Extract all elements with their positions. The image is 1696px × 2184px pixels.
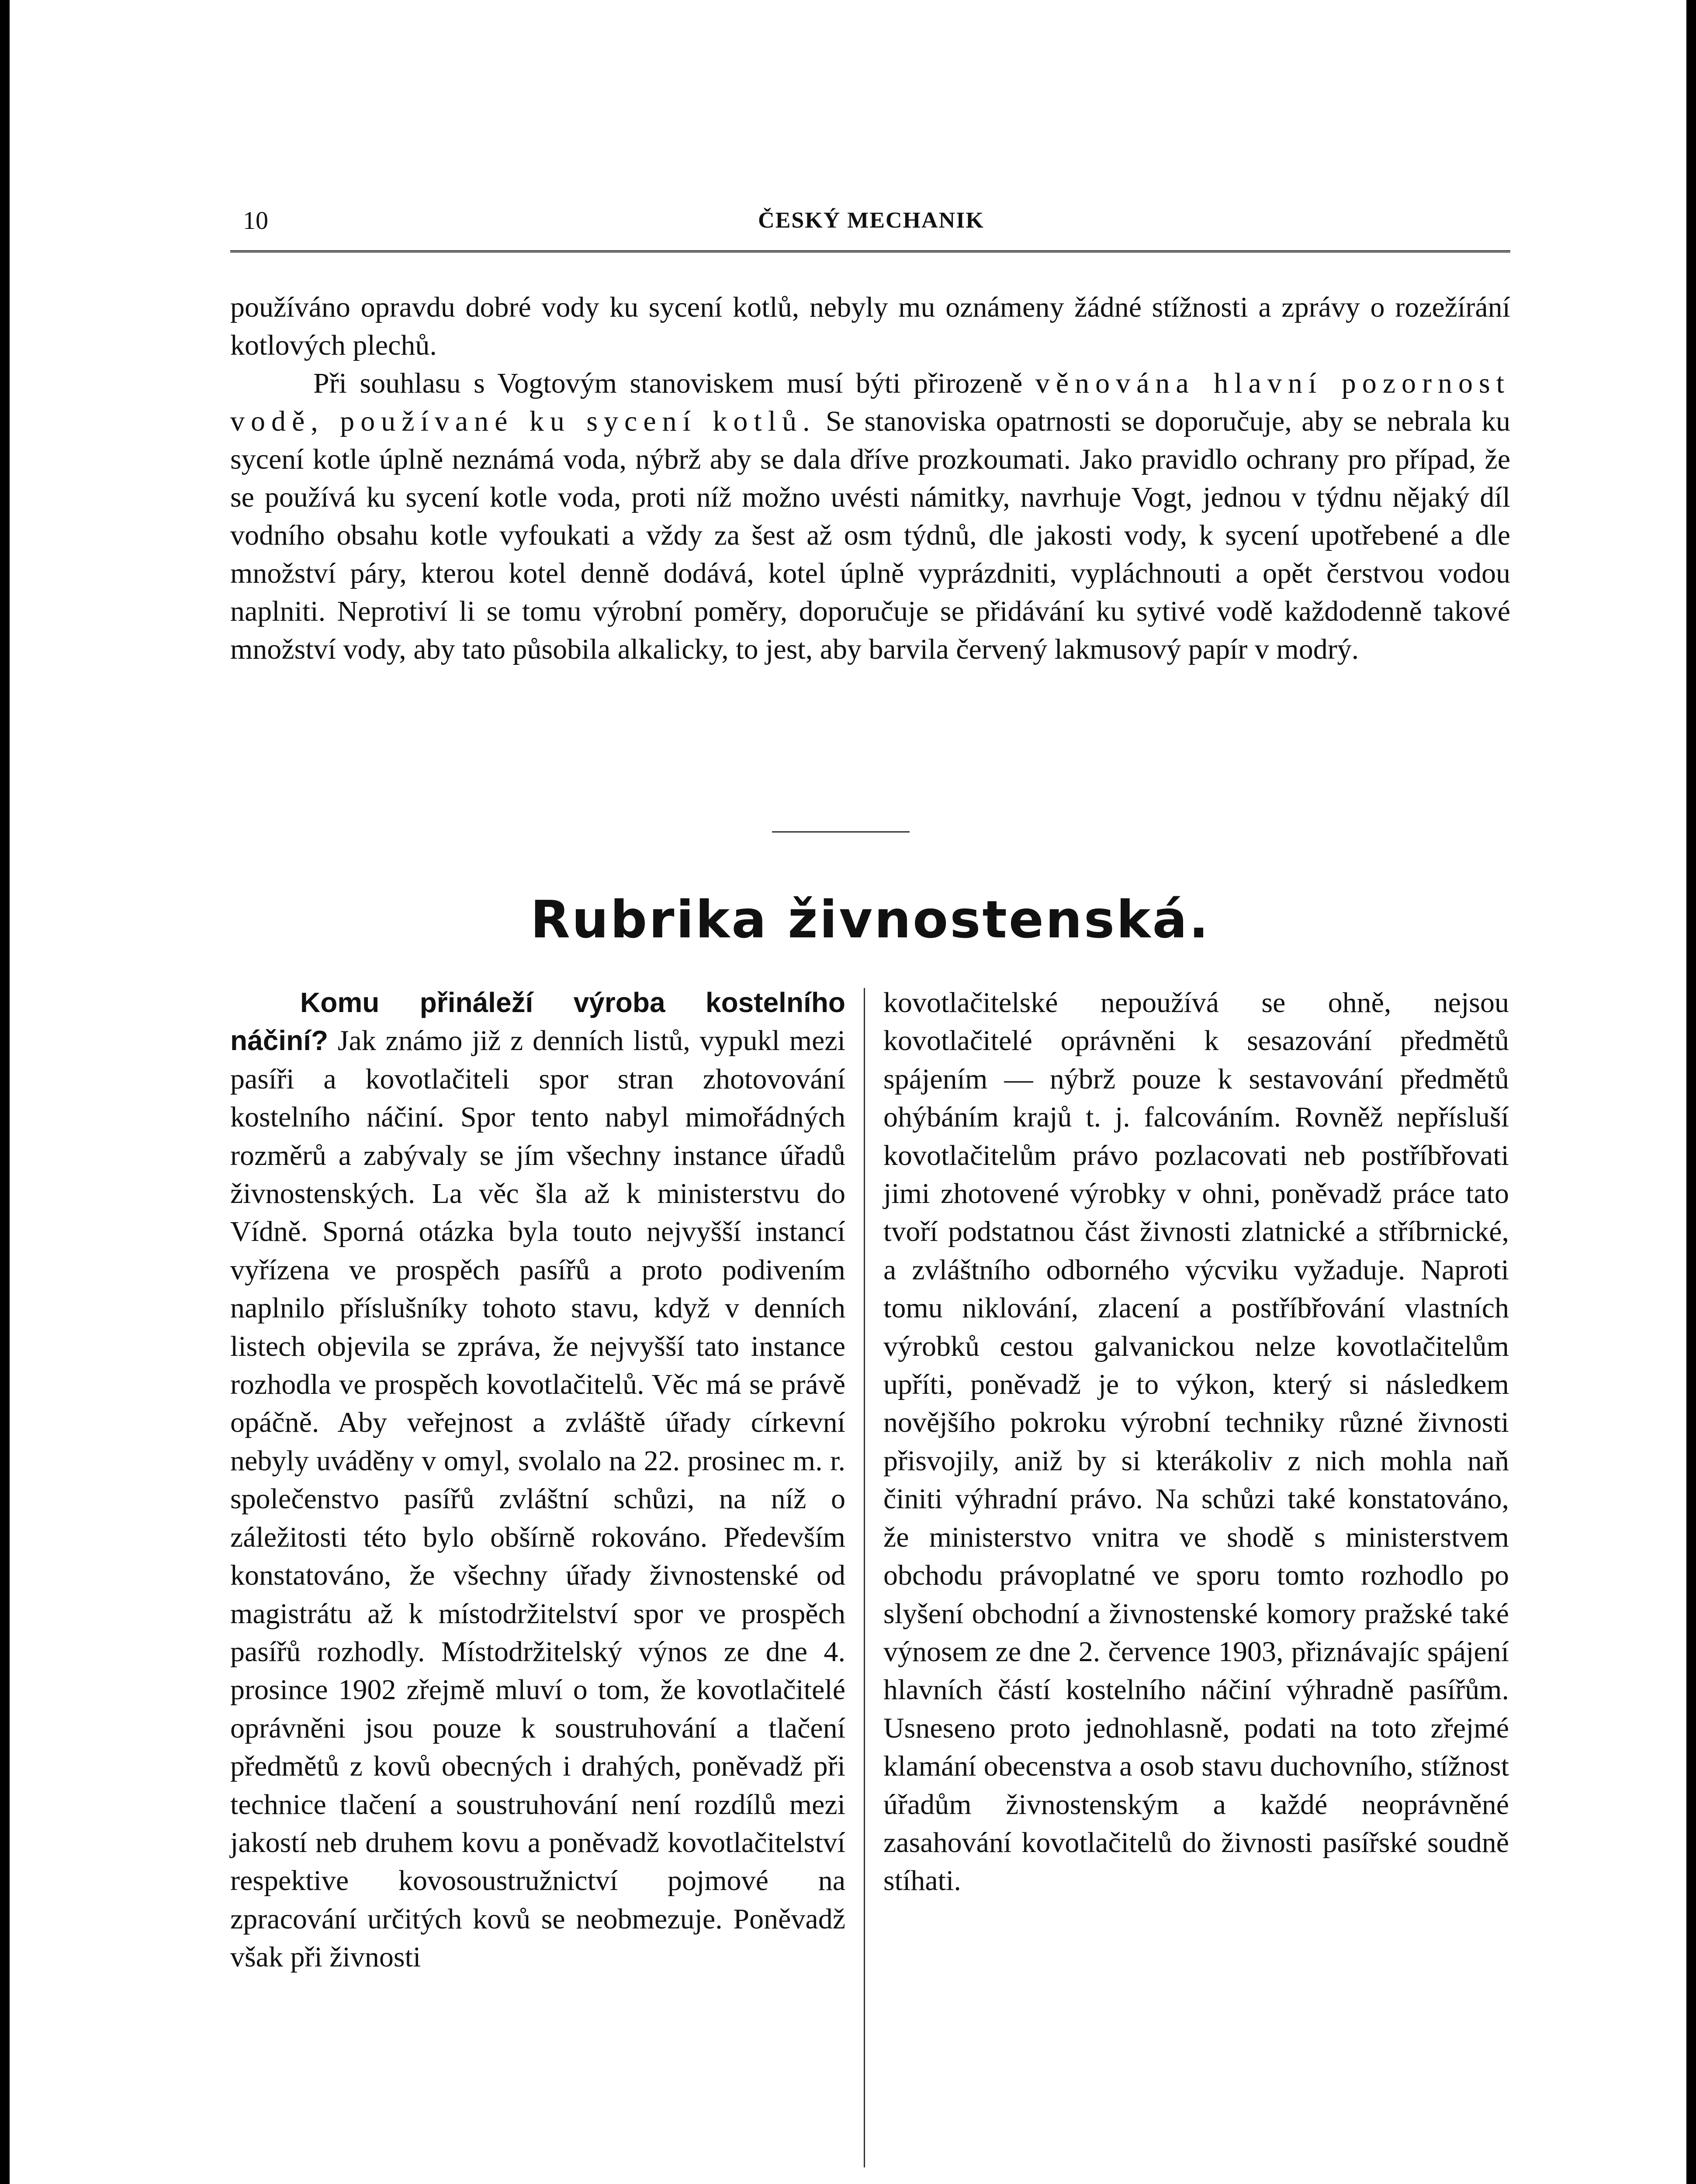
column-divider	[864, 988, 865, 2167]
intro-paragraph-2-lead: Při souhlasu s Vogtovým stanoviskem musí býti přirozeně	[313, 367, 1023, 399]
section-title: Rubrika živnostenská.	[530, 889, 1211, 950]
intro-text	[230, 288, 1510, 668]
section-divider	[772, 831, 910, 833]
document-page	[10, 0, 1686, 2184]
article-body-left: Jak známo již z denních listů, vypukl mezi pasíři a kovotlačiteli spor stran zhotovování kostelního náčiní. Spor tento nabyl mimořádných rozměrů a zabývaly se jím všechny instance úřadů živnostenských. La věc šla až k ministerstvu do Vídně. Sporná otázka byla touto nejvyšší instancí vyřízena ve prospěch pasířů a proto podivením naplnilo příslušníky tohoto stavu, když v denních listech objevila se zpráva, že nejvyšší tato instance rozhodla ve prospěch kovotlačitelů. Věc má se právě opáčně. Aby veřejnost a zvláště úřady církevní nebyly uváděny v omyl, svolalo na 22. prosinec m. r. společenstvo pasířů zvláštní schůzi, na níž o záležitosti této bylo obšírně rokováno. Především konstatováno, že všechny úřady živnostenské od magistrátu až k místodržitelství spor ve prospěch pasířů rozhodly. Místodržitelský výnos ze dne 4. prosince 1902 zřejmě mluví o tom, že kovotlačitelé oprávněni jsou pouze k soustruhování a tlačení předmětů z kovů obecných i drahých, poněvadž při technice tlačení a soustruhování není rozdílů mezi jakostí neb druhem kovu a poněvadž kovotlačitelství respektive kovosoustružnictví pojmové na zpracování určitých kovů se neobmezuje. Poněvadž však při živnosti	[230, 1025, 845, 1973]
running-header	[233, 205, 1509, 236]
article-column-left	[230, 984, 845, 1977]
journal-title: ČESKÝ MECHANIK	[758, 208, 984, 233]
article-body-right: kovotlačitelské nepoužívá se ohně, nejsou kovotlačitelé oprávněni k sesazování předmětů spájením — nýbrž pouze k sestavování předmětů ohýbáním krajů t. j. falcováním. Rovněž nepřísluší kovotlačitelům právo pozlacovati neb postříbřovati jimi zhotovené výrobky v ohni, poněvadž práce tato tvoří podstatnou část živnosti zlatnické a stříbrnické, a zvláštního odborného výcviku vyžaduje. Naproti tomu niklování, zlacení a postříbřování vlastních výrobků cestou galvanickou nelze kovotlačitelům upříti, poněvadž je to výkon, který si následkem novějšího pokroku výrobní techniky různé živnosti přisvojily, aniž by si kterákoliv z nich mohla naň činiti výhradní právo. Na schůzi také konstatováno, že ministerstvo vnitra ve shodě s ministerstvem obchodu právoplatné ve sporu tomto rozhodlo po slyšení obchodní a živnostenské komory pražské také výnosem ze dne 2. července 1903, přiznávajíc spájení hlavních částí kostelního náčiní výhradně pasířům. Usneseno proto jednohlasně, podati na toto zřejmé klamání obecenstva a osob stavu duchovního, stížnost úřadům živnostenským a každé neoprávněné zasahování kovotlačitelů do živnosti pasířské soudně stíhati.	[883, 987, 1509, 1897]
header-rule	[230, 250, 1510, 254]
intro-paragraph-2-emphasis: věnována hlavní pozornost vodě, používané ku sycení kotlů.	[230, 367, 1510, 437]
intro-paragraph-2	[230, 364, 1510, 668]
intro-paragraph-1: používáno opravdu dobré vody ku sycení kotlů, nebyly mu oznámeny žádné stížnosti a zprávy o rozežírání kotlových plechů.	[230, 291, 1510, 361]
page-number: 10	[243, 206, 268, 235]
intro-paragraph-2-rest: Se stanoviska opatrnosti se doporučuje, aby se nebrala ku sycení kotle úplně neznámá voda, nýbrž aby se dala dříve prozkoumati. Jako pravidlo ochrany pro případ, že se používá ku sycení kotle voda, proti níž možno uvésti námitky, navrhuje Vogt, jednou v týdnu nějaký díl vodního obsahu kotle vyfoukati a vždy za šest až osm týdnů, dle jakosti vody, k sycení upotřebené a dle množství páry, kterou kotel denně dodává, kotel úplně vyprázdniti, vypláchnouti a opět čerstvou vodou naplniti. Neprotiví li se tomu výrobní poměry, doporučuje se přidávání ku sytivé vodě každodenně takové množství vody, aby tato působila alkalicky, to jest, aby barvila červený lakmusový papír v modrý.	[230, 405, 1511, 665]
article-heading: Komu přináleží výroba kostelního náčiní?	[230, 987, 845, 1057]
article-column-right	[883, 984, 1509, 1900]
article-paragraph-left	[230, 984, 845, 1977]
